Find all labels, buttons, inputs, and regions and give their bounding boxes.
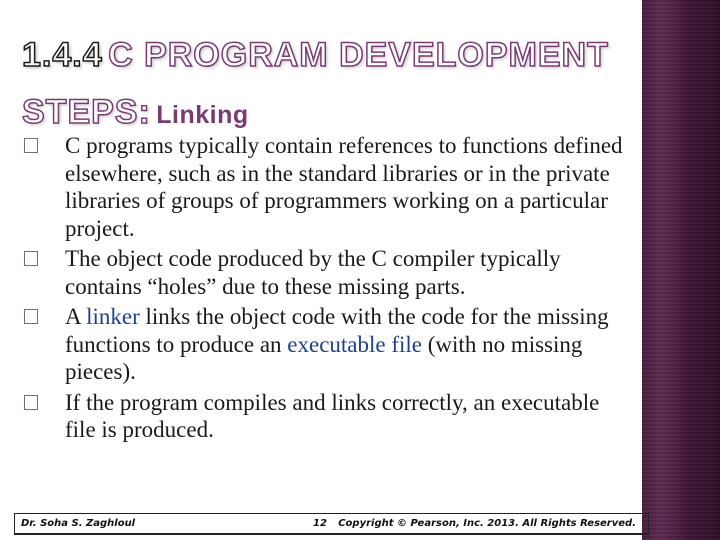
slide-title xyxy=(22,30,634,144)
bullet-text: C programs typically contain references to functions defined elsewhere, such as in the standard libraries or in the private libraries of groups of programmers working on a particular project. xyxy=(65,133,623,241)
bullet-item xyxy=(24,303,624,386)
bullet-item xyxy=(24,389,624,444)
bullet-text: A xyxy=(65,304,87,329)
slide-footer xyxy=(14,513,649,535)
bullet-text: If the program compiles and links correctly, an executable file is produced. xyxy=(65,389,600,442)
title-steps: STEPS: xyxy=(22,93,151,131)
title-line-1 xyxy=(22,30,634,87)
bullet-highlight-term: executable file xyxy=(287,331,423,357)
bullet-text: The object code produced by the C compiler typically contains “holes” due to these missing parts. xyxy=(65,246,561,299)
title-main: C PROGRAM DEVELOPMENT xyxy=(108,36,609,74)
bullet-box-icon xyxy=(24,395,38,410)
bullet-highlight-term: linker xyxy=(86,304,140,329)
title-number: 1.4.4 xyxy=(22,36,103,74)
bullet-box-icon xyxy=(24,309,38,324)
footer-page-number: 12 xyxy=(313,518,327,529)
decorative-side-band xyxy=(642,0,720,540)
bullet-box-icon xyxy=(24,138,38,153)
bullet-box-icon xyxy=(24,251,38,266)
footer-author: Dr. Soha S. Zaghloul xyxy=(21,518,136,529)
bullet-item xyxy=(24,245,624,300)
bullet-list xyxy=(24,132,624,447)
footer-copyright: Copyright © Pearson, Inc. 2013. All Rights Reserved. xyxy=(338,518,636,529)
title-subtitle: Linking xyxy=(156,101,249,129)
bullet-item xyxy=(24,132,624,242)
bullet-text: links the object code with the code for the missing functions to produce an xyxy=(65,304,609,357)
bullet-text: (with no missing pieces). xyxy=(65,331,583,384)
